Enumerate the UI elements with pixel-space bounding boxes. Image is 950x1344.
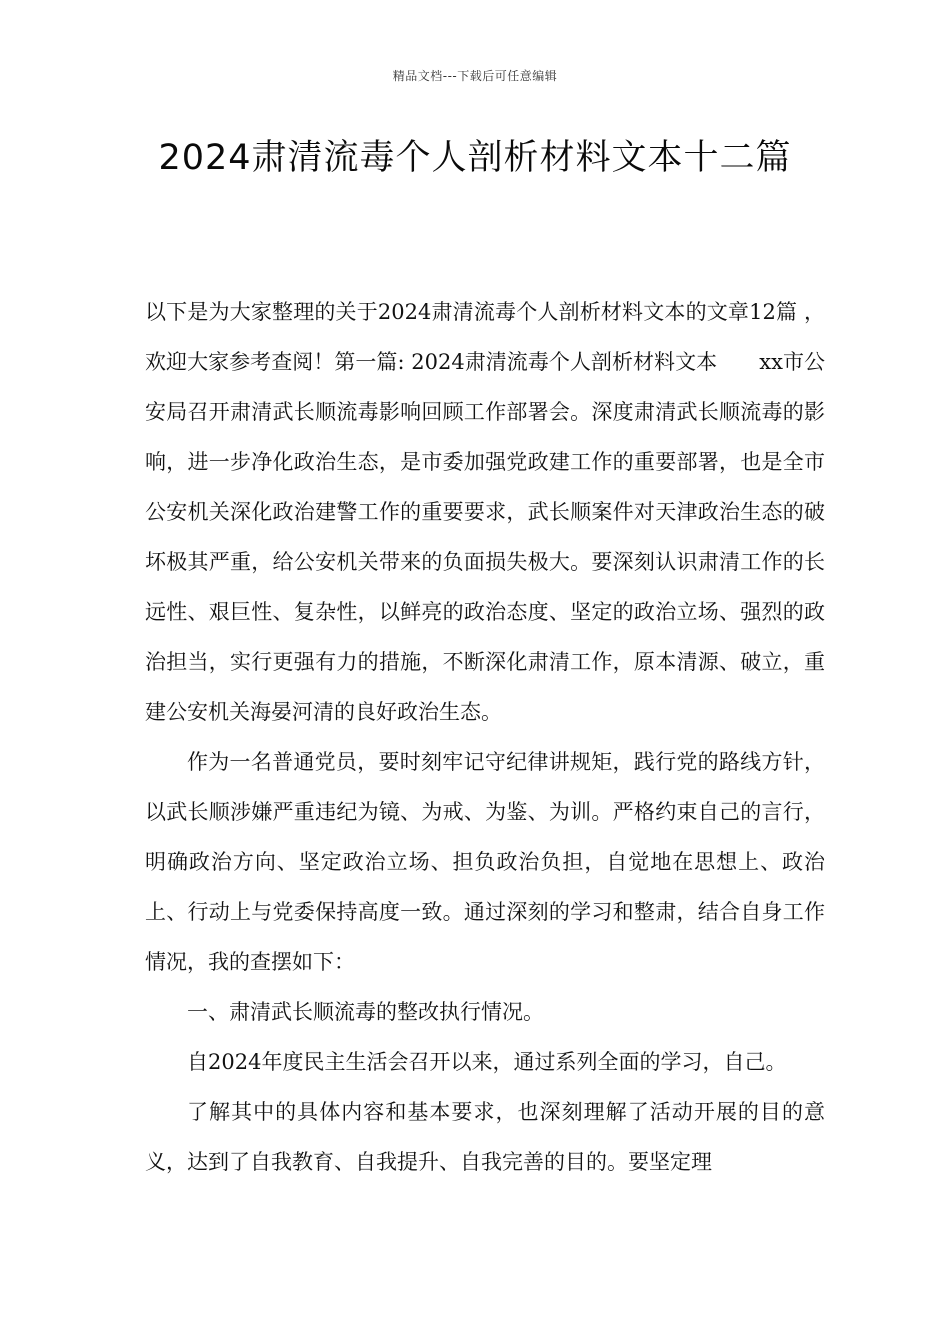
- document-title: 2024肃清流毒个人剖析材料文本十二篇: [158, 138, 792, 178]
- header-note: 精品文档---下载后可任意编辑: [392, 69, 558, 83]
- document-body: [145, 287, 825, 1187]
- paragraph-understanding: 了解其中的具体内容和基本要求，也深刻理解了活动开展的目的意义，达到了自我教育、自我提升、自我完善的目的。要坚定理: [145, 1100, 825, 1174]
- section-heading-one: 一、肃清武长顺流毒的整改执行情况。: [187, 1000, 544, 1024]
- paragraph-intro: 以下是为大家整理的关于2024肃清流毒个人剖析材料文本的文章12篇 ， 欢迎大家参考查阅！第一篇: 2024肃清流毒个人剖析材料文本 xx市公安局召开肃清武长顺流毒影响回顾工作部署会。深度肃清武长顺流毒的影响，进一步净化政治生态，是市委加强党政建工作的重要部署，也是全市公安机关深化政治建警工作的重要要求，武长顺案件对天津政治生态的破坏极其严重，给公安机关带来的负面损失极大。要深刻认识肃清工作的长远性、艰巨性、复杂性，以鲜亮的政治态度、坚定的政治立场、强烈的政治担当，实行更强有力的措施，不断深化肃清工作，原本清源、破立，重建公安机关海晏河清的良好政治生态。: [145, 300, 825, 724]
- paragraph-since-2024: 自2024年度民主生活会召开以来，通过系列全面的学习，自己。: [187, 1050, 787, 1074]
- paragraph-party-member: 作为一名普通党员，要时刻牢记守纪律讲规矩，践行党的路线方针，以武长顺涉嫌严重违纪为镜、为戒、为鉴、为训。严格约束自己的言行，明确政治方向、坚定政治立场、担负政治负担，自觉地在思想上、政治上、行动上与党委保持高度一致。通过深刻的学习和整肃，结合自身工作情况，我的查摆如下：: [145, 750, 825, 974]
